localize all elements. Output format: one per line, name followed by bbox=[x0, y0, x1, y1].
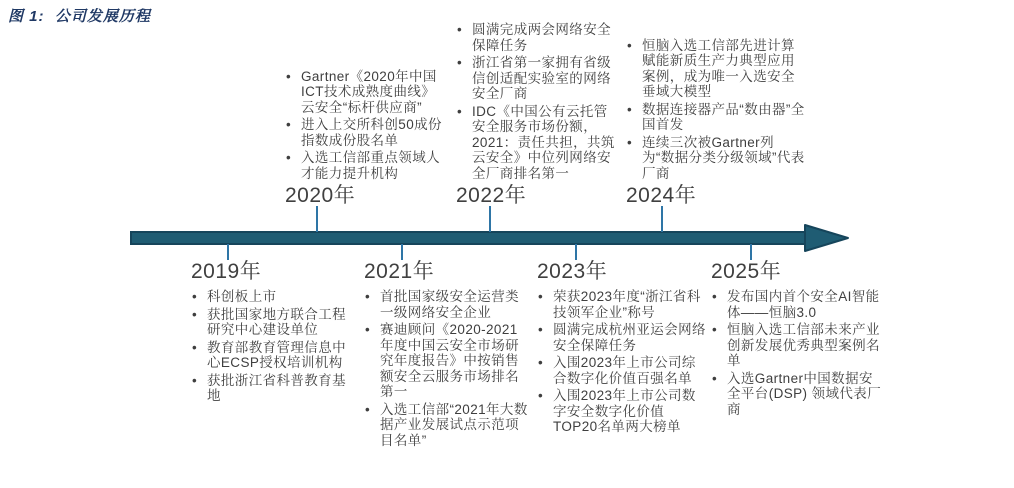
milestone-item: • 恒脑入选工信部先进计算赋能新质生产力典型应用案例，成为唯一入选安全垂域大模型 bbox=[625, 38, 805, 100]
milestone-item: • 首批国家级安全运营类一级网络安全企业 bbox=[363, 289, 528, 320]
year-label-2019: 2019年 bbox=[191, 260, 262, 283]
milestone-item: • 入围2023年上市公司综合数字化价值百强名单 bbox=[536, 355, 706, 386]
milestone-list-2021 bbox=[363, 289, 528, 448]
tick-2021 bbox=[401, 244, 403, 260]
milestone-item: • 教育部教育管理信息中心ECSP授权培训机构 bbox=[190, 340, 356, 371]
year-label-2022: 2022年 bbox=[456, 184, 527, 207]
milestone-list-2022 bbox=[455, 22, 618, 181]
milestone-group-2019 bbox=[190, 260, 356, 406]
milestone-group-2023 bbox=[536, 260, 706, 437]
milestone-item: • 科创板上市 bbox=[190, 289, 356, 305]
tick-2025 bbox=[750, 244, 752, 260]
milestone-item: • Gartner《2020年中国ICT技术成熟度曲线》云安全“标杆供应商” bbox=[284, 69, 447, 116]
tick-2022 bbox=[489, 206, 491, 232]
milestone-item: • 浙江省第一家拥有省级信创适配实验室的网络安全厂商 bbox=[455, 55, 618, 102]
milestone-list-2020 bbox=[284, 69, 447, 182]
milestone-group-2025 bbox=[710, 260, 886, 419]
year-label-2020: 2020年 bbox=[285, 184, 356, 207]
milestone-item: • 入选Gartner中国数据安全平台(DSP) 领域代表厂商 bbox=[710, 371, 886, 418]
tick-2020 bbox=[316, 206, 318, 232]
milestone-item: • 入选工信部重点领域人才能力提升机构 bbox=[284, 150, 447, 181]
year-label-2025: 2025年 bbox=[711, 260, 782, 283]
milestone-item: • 入围2023年上市公司数字安全数字化价值TOP20名单两大榜单 bbox=[536, 388, 706, 435]
milestone-list-2025 bbox=[710, 289, 886, 417]
milestone-item: • 赛迪顾问《2020-2021年度中国云安全市场研究年度报告》中按销售额安全云服务市场排名第一 bbox=[363, 322, 528, 400]
year-label-2023: 2023年 bbox=[537, 260, 608, 283]
milestone-group-2024 bbox=[625, 38, 805, 209]
milestone-item: • 发布国内首个安全AI智能体——恒脑3.0 bbox=[710, 289, 886, 320]
milestone-item: • 连续三次被Gartner列为“数据分类分级领域”代表厂商 bbox=[625, 135, 805, 182]
milestone-item: • 进入上交所科创50成份指数成份股名单 bbox=[284, 117, 447, 148]
tick-2019 bbox=[227, 244, 229, 260]
milestone-item: • IDC《中国公有云托管安全服务市场份额，2021：责任共担，共筑云安全》中位列网络安全厂商排名第一 bbox=[455, 104, 618, 182]
milestone-list-2023 bbox=[536, 289, 706, 435]
milestone-item: • 恒脑入选工信部未来产业创新发展优秀典型案例名单 bbox=[710, 322, 886, 369]
figure-title: 图 1: 公司发展历程 bbox=[8, 8, 151, 25]
year-label-2021: 2021年 bbox=[364, 260, 435, 283]
milestone-list-2024 bbox=[625, 38, 805, 182]
year-label-2024: 2024年 bbox=[626, 184, 697, 207]
milestone-group-2021 bbox=[363, 260, 528, 450]
milestone-item: • 获批浙江省科普教育基地 bbox=[190, 373, 356, 404]
milestone-group-2022 bbox=[455, 22, 618, 208]
tick-2024 bbox=[661, 206, 663, 232]
milestone-item: • 荣获2023年度“浙江省科技领军企业”称号 bbox=[536, 289, 706, 320]
milestone-item: • 圆满完成杭州亚运会网络安全保障任务 bbox=[536, 322, 706, 353]
milestone-list-2019 bbox=[190, 289, 356, 404]
milestone-item: • 圆满完成两会网络安全保障任务 bbox=[455, 22, 618, 53]
milestone-item: • 数据连接器产品“数由器”全国首发 bbox=[625, 102, 805, 133]
milestone-item: • 获批国家地方联合工程研究中心建设单位 bbox=[190, 307, 356, 338]
milestone-group-2020 bbox=[284, 69, 447, 209]
tick-2023 bbox=[575, 244, 577, 260]
milestone-item: • 入选工信部“2021年大数据产业发展试点示范项目名单” bbox=[363, 402, 528, 449]
